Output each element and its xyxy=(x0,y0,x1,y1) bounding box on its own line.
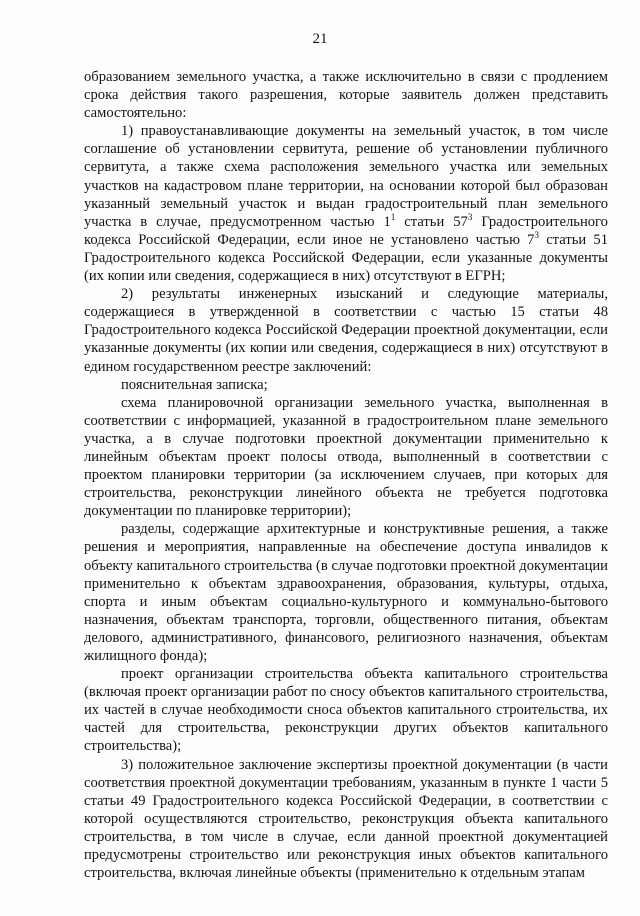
paragraph xyxy=(84,665,608,755)
paragraph-text: разделы, содержащие архитектурные и конструктивные решения, а также решения и мероприятия, направленные на обеспечение доступа инвалидов к объекту капитального строительства (в случае подготовки проектной документации применительно к объектам здравоохранения, образования, культуры, отдыха, спорта и иным объектам социально-культурного и коммунально-бытового назначения, объектам транспорта, торговли, общественного питания, объектам делового, административного, финансового, религиозного назначения, объектам жилищного фонда); xyxy=(84,521,608,664)
superscript: 1 xyxy=(390,211,396,222)
paragraph xyxy=(84,520,608,665)
paragraph-text: Градостроительного кодекса Российской Федерации, если иное не установлено частью 7 xyxy=(84,213,608,248)
paragraph-text: 3) положительное заключение экспертизы проектной документации (в части соответствия проектной документации требованиям, указанным в пункте 1 части 5 статьи 49 Градостроительного кодекса Российской Федерации, в соответствии с которой осуществляются строительство, реконструкция объекта капитального строительства, в том числе в случае, если данной проектной документацией предусмотрены строительство или реконструкция иных объектов капитального строительства, включая линейные объекты (применительно к отдельным этапам xyxy=(84,756,608,882)
paragraph-text: образованием земельного участка, а также исключительно в связи с продлением срока действия такого разрешения, которые заявитель должен представить самостоятельно: xyxy=(84,69,608,122)
paragraph-text: статьи 51 Градостроительного кодекса Российской Федерации, если указанные документы (их копии или сведения, содержащиеся в них) отсутствуют в ЕГРН; xyxy=(84,231,608,285)
paragraph-text: схема планировочной организации земельного участка, выполненная в соответствии с информацией, указанной в градостроительном плане земельного участка, а в случае подготовки проектной документации применительно к линейным объектам проект полосы отвода, выполненный в соответствии с проектом планировки территории (за исключением случаев, при которых для строительства, реконструкции линейного объекта не требуется подготовка документации по планировке территории); xyxy=(84,394,608,520)
paragraph-text: пояснительная записка; xyxy=(121,376,268,393)
paragraph xyxy=(84,376,608,394)
paragraph-text: 1) правоустанавливающие документы на земельный участок, в том числе соглашение об установлении сервитута, решение об установлении публичного сервитута, а также схема расположения земельного участка или земельных участков на кадастровом плане территории, на основании которой был образован указанный земельный участок и выдан градостроительный план земельного участка в случае, предусмотренном частью 1 xyxy=(84,123,608,230)
paragraph xyxy=(84,394,608,521)
paragraph xyxy=(84,68,608,122)
paragraph-text: статьи 57 xyxy=(395,213,468,230)
page-number: 21 xyxy=(312,31,328,47)
paragraph-text: проект организации строительства объекта капитального строительства (включая проект организации работ по сносу объектов капитального строительства, их частей в случае необходимости сноса объектов капитального строительства, их частей для строительства, реконструкции других объектов капитального строительства); xyxy=(84,666,608,755)
paragraph xyxy=(84,756,608,883)
paragraph-text: 2) результаты инженерных изысканий и следующие материалы, содержащиеся в утвержденной в соответствии с частью 15 статьи 48 Градостроительного кодекса Российской Федерации проектной документации, если указанные документы (их копии или сведения, содержащиеся в них) отсутствуют в едином государственном реестре заключений: xyxy=(84,286,608,375)
paragraph xyxy=(84,122,608,285)
document-body xyxy=(84,68,608,882)
paragraph xyxy=(84,285,608,375)
superscript: 3 xyxy=(467,211,473,222)
superscript: 3 xyxy=(534,229,539,240)
